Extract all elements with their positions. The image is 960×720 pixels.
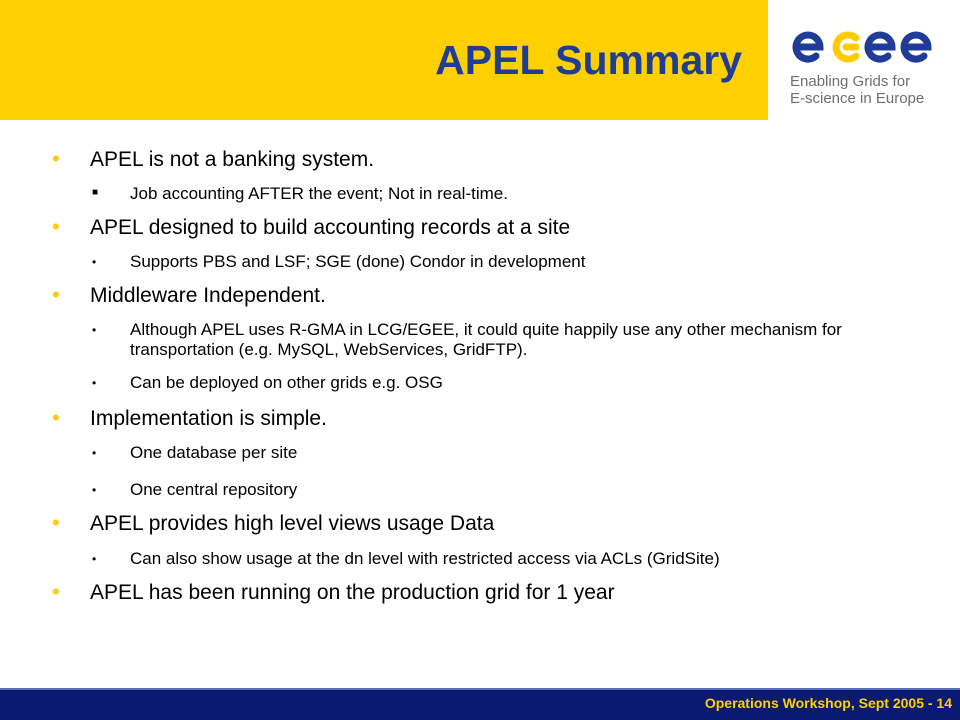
footer-bar xyxy=(0,688,960,720)
bullet-item xyxy=(52,407,912,431)
sub-bullet-item xyxy=(52,184,912,204)
bullet-dot-icon: • xyxy=(52,405,60,430)
sub-bullet-text: Supports PBS and LSF; SGE (done) Condor in development xyxy=(130,252,586,271)
egee-logo xyxy=(768,0,960,120)
bullet-item xyxy=(52,581,912,605)
sub-bullet-text: Can also show usage at the dn level with restricted access via ACLs (GridSite) xyxy=(130,549,720,568)
bullet-dot-icon: • xyxy=(92,552,97,566)
bullet-dot-icon: • xyxy=(52,579,60,604)
footer-text: Operations Workshop, Sept 2005 - 14 xyxy=(704,695,952,711)
bullet-item xyxy=(52,148,912,172)
sub-bullet-text: Job accounting AFTER the event; Not in real-time. xyxy=(130,184,508,203)
bullet-dot-icon: • xyxy=(52,146,60,171)
bullet-dot-icon: • xyxy=(52,282,60,307)
bullet-dot-icon: • xyxy=(92,376,97,390)
bullet-dot-icon: • xyxy=(52,510,60,535)
bullet-text: APEL designed to build accounting records at a site xyxy=(90,216,571,239)
tagline-line-1: Enabling Grids for xyxy=(790,73,911,90)
sub-bullet-item xyxy=(52,443,912,463)
sub-bullet-item xyxy=(52,320,912,360)
sub-bullet-text: One database per site xyxy=(130,443,298,462)
sub-bullet-item xyxy=(52,549,912,569)
sub-bullet-text: One central repository xyxy=(130,480,298,499)
sub-bullet-text: Although APEL uses R-GMA in LCG/EGEE, it could quite happily use any other mechanism for transportation (e.g. MySQL, WebServices, GridFTP). xyxy=(130,320,842,359)
bullet-list xyxy=(52,148,912,605)
bullet-text: Middleware Independent. xyxy=(90,284,326,307)
bullet-text: APEL has been running on the production grid for 1 year xyxy=(90,581,615,604)
sub-bullet-item xyxy=(52,480,912,500)
bullet-dot-icon: • xyxy=(92,483,97,497)
bullet-dot-icon: • xyxy=(92,323,97,337)
sub-bullet-item xyxy=(52,252,912,272)
sub-bullet-item xyxy=(52,373,912,393)
bullet-dot-icon: • xyxy=(52,214,60,239)
bullet-item xyxy=(52,512,912,536)
bullet-item xyxy=(52,284,912,308)
bullet-dot-icon: • xyxy=(92,255,97,269)
square-bullet-icon: ■ xyxy=(92,187,99,198)
bullet-text: APEL is not a banking system. xyxy=(90,148,375,171)
egee-logo-mark xyxy=(790,26,940,68)
logo-tagline xyxy=(790,73,924,107)
bullet-item xyxy=(52,216,912,240)
slide-title: APEL Summary xyxy=(435,37,742,83)
tagline-line-2: E-science in Europe xyxy=(790,90,925,107)
sub-bullet-text: Can be deployed on other grids e.g. OSG xyxy=(130,373,443,392)
bullet-text: Implementation is simple. xyxy=(90,407,327,430)
bullet-dot-icon: • xyxy=(92,446,97,460)
bullet-text: APEL provides high level views usage Data xyxy=(90,512,495,535)
